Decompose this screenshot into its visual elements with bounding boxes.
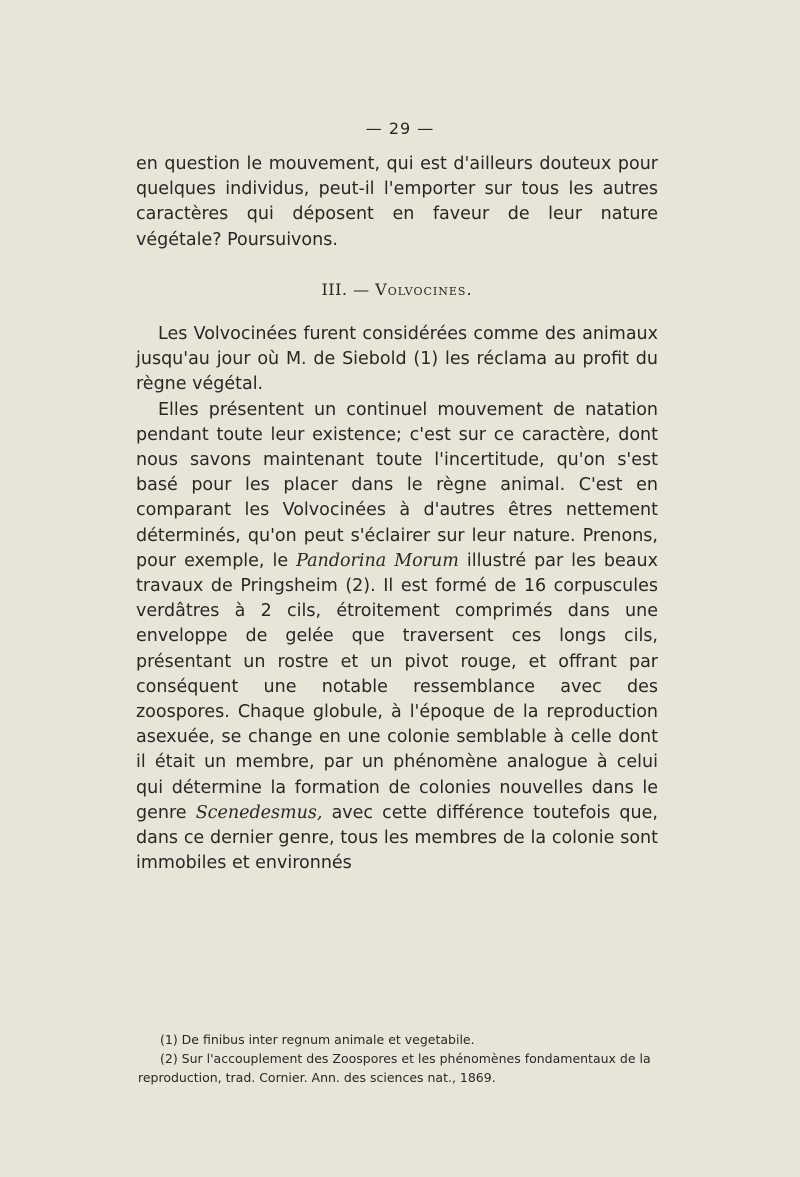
paragraph-text: avec cette différence toutefois que, dans ce dernier genre, tous les membres de la colonie sont immobiles et environnés: [136, 802, 658, 874]
paragraph: [136, 398, 658, 877]
paragraph: Les Volvocinées furent considérées comme des animaux jusqu'au jour où M. de Siebold (1) les réclama au profit du règne végétal.: [136, 324, 658, 395]
footnote: (1) De finibus inter regnum animale et vegetabile.: [160, 1032, 475, 1047]
section-number: III. —: [321, 279, 370, 299]
footnote: (2) Sur l'accouplement des Zoospores et les phénomènes fondamentaux de la reproduction, trad. Cornier. Ann. des sciences nat., 1869.: [138, 1051, 651, 1085]
paragraph: en question le mouvement, qui est d'ailleurs douteux pour quelques individus, peut-il l'emporter sur tous les autres caractères qui déposent en faveur de leur nature végétale? Poursuivons.: [136, 154, 658, 250]
paragraph-text: Elles présentent un continuel mouvement de natation pendant toute leur existence; c'est sur ce caractère, dont nous savons maintenant toute l'incertitude, qu'on s'est basé pour les placer dans le règne animal. C'est en comparant les Volvocinées à d'autres êtres nettement déterminés, qu'on peut s'éclairer sur leur nature. Prenons, pour exemple, le: [136, 399, 658, 571]
section-heading: [136, 277, 658, 302]
species-name: Pandorina Morum: [296, 550, 459, 571]
footnotes: [138, 1030, 658, 1087]
genus-name: Scenedesmus,: [195, 802, 323, 823]
section-title: Volvocines.: [375, 279, 473, 299]
body-text: [136, 152, 658, 876]
paragraph-text: illustré par les beaux travaux de Pringsheim (2). Il est formé de 16 corpuscules verdâtres à 2 cils, étroitement comprimés dans une enveloppe de gelée que traversent ces longs cils, présentant un rostre et un pivot rouge, et offrant par conséquent une notable ressemblance avec des zoospores. Chaque globule, à l'époque de la reproduction asexuée, se change en une colonie semblable à celle dont il était un membre, par un phénomène analogue à celui qui détermine la formation de colonies nouvelles dans le genre: [136, 550, 658, 823]
page-number: — 29 —: [365, 119, 435, 138]
